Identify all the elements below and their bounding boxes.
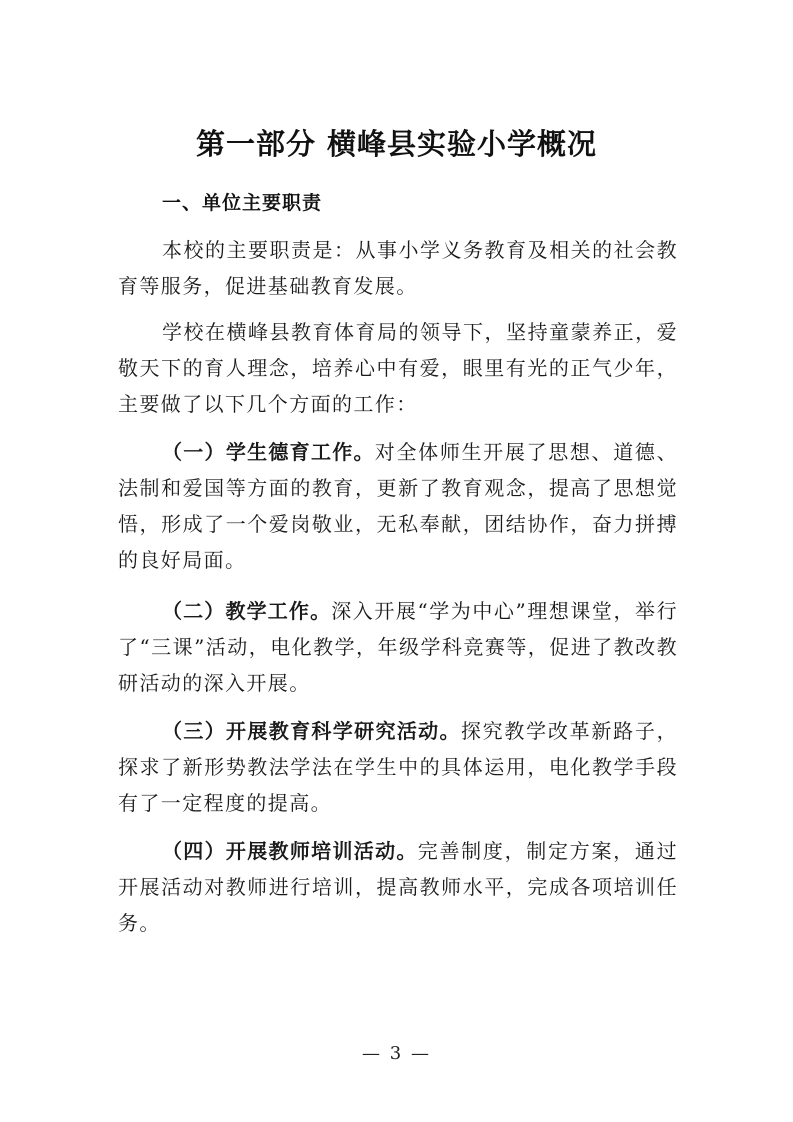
- section-heading: 一、单位主要职责: [162, 192, 323, 214]
- paragraph-lead: （二）教学工作。: [162, 599, 332, 623]
- paragraph-text: 对全体师生开展了思想、道德、法制和爱国等方面的教育，更新了教育观念，提高了思想觉悟，形成了一个爱岗敬业，无私奉献，团结协作，奋力拼搏的良好局面。: [118, 440, 678, 572]
- paragraph-text: 完善制度，制定方案，通过开展活动对教师进行培训，提高教师水平，完成各项培训任务。: [118, 839, 678, 935]
- paragraph-duties: [118, 232, 678, 304]
- paragraph-teaching: [118, 593, 678, 701]
- paragraph-lead: （三）开展教育科学研究活动。: [162, 719, 461, 743]
- page-number: — 3 —: [362, 1043, 431, 1064]
- paragraph-training: [118, 833, 678, 941]
- paragraph-text: 深入开展“学为中心”理想课堂，举行了“三课”活动，电化教学，年级学科竞赛等，促进了教改教研活动的深入开展。: [118, 599, 678, 695]
- paragraph-research: [118, 713, 678, 821]
- paragraph-lead: （一）学生德育工作。: [162, 440, 375, 464]
- paragraph-text: 学校在横峰县教育体育局的领导下，坚持童蒙养正，爱敬天下的育人理念，培养心中有爱，眼里有光的正气少年，主要做了以下几个方面的工作：: [118, 320, 678, 416]
- paragraph-lead: （四）开展教师培训活动。: [162, 839, 418, 863]
- page-title: 第一部分 横峰县实验小学概况: [195, 127, 598, 161]
- paragraph-leadership: [118, 314, 678, 422]
- paragraph-text: 本校的主要职责是：从事小学义务教育及相关的社会教育等服务，促进基础教育发展。: [118, 238, 678, 298]
- paragraph-moral-education: [118, 434, 678, 578]
- paragraph-text: 探究教学改革新路子，探求了新形势教法学法在学生中的具体运用，电化教学手段有了一定程度的提高。: [118, 719, 679, 815]
